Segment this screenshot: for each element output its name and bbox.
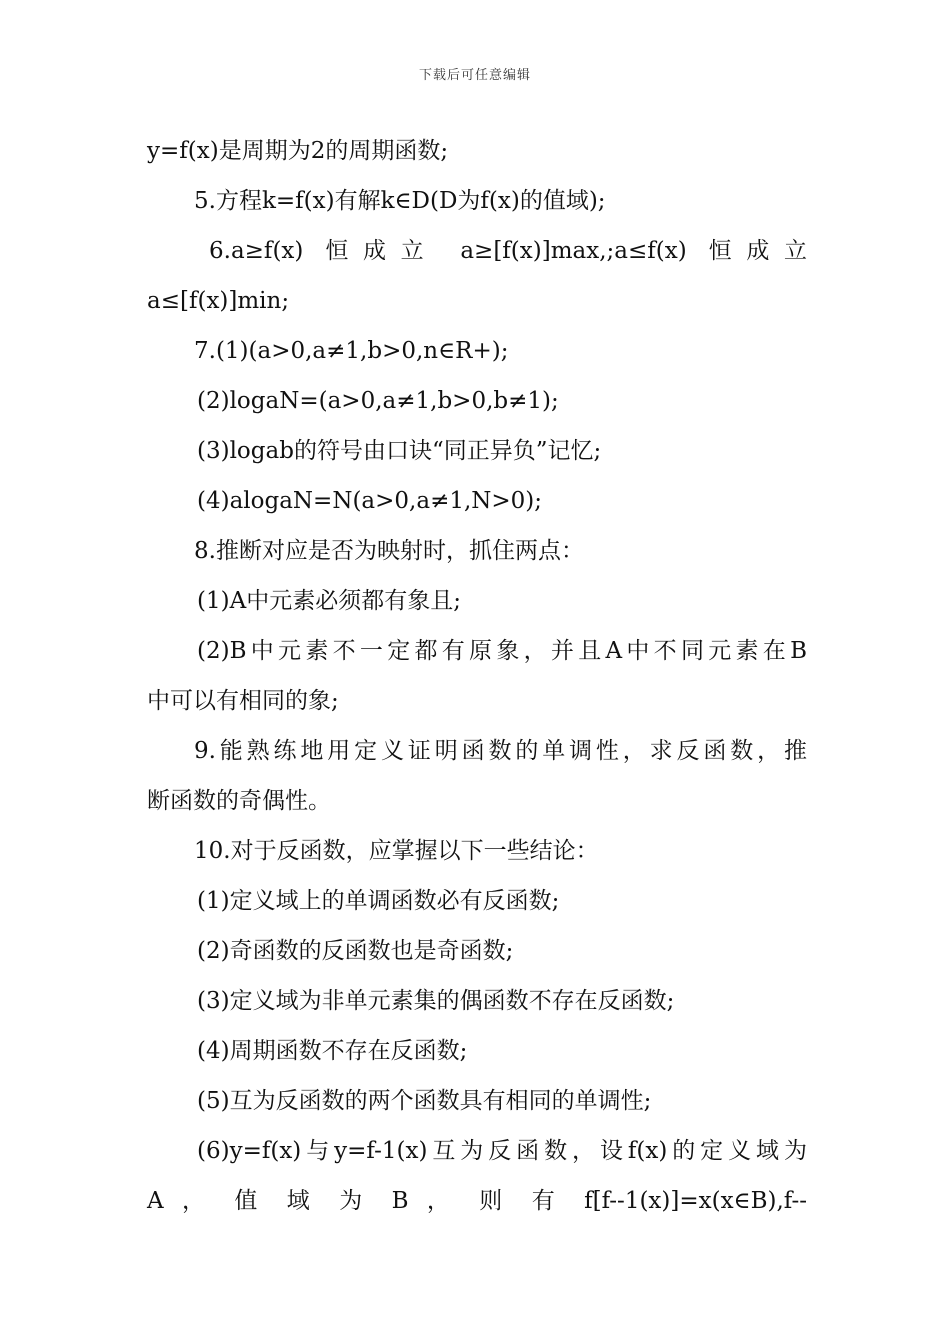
text-line: 10.对于反函数，应掌握以下一些结论：	[194, 838, 599, 864]
text-line: 9.能熟练地用定义证明函数的单调性，求反函数，推	[194, 738, 807, 764]
text-line: 6.a≥f(x) 恒成立 a≥[f(x)]max,;a≤f(x) 恒成立	[209, 238, 807, 264]
text-line: 断函数的奇偶性。	[147, 788, 331, 814]
text-line: A ， 值 域 为 B ， 则 有 f[f--1(x)]=x(x∈B),f--	[147, 1188, 807, 1214]
text-line: (1)定义域上的单调函数必有反函数;	[197, 888, 560, 914]
text-line: 8.推断对应是否为映射时，抓住两点：	[194, 538, 584, 564]
text-line: (2)logaN=(a>0,a≠1,b>0,b≠1);	[197, 388, 559, 414]
text-line: a≤[f(x)]min;	[147, 288, 290, 314]
document-body	[147, 126, 807, 1226]
text-line: (5)互为反函数的两个函数具有相同的单调性;	[197, 1088, 652, 1114]
page-header: 下载后可任意编辑	[418, 68, 531, 83]
text-line: y=f(x)是周期为2的周期函数;	[147, 138, 449, 164]
text-line: 5.方程k=f(x)有解k∈D(D为f(x)的值域);	[194, 188, 606, 214]
text-line: (6)y=f(x)与y=f-1(x)互为反函数，设f(x)的定义域为	[197, 1138, 807, 1164]
text-line: (2)奇函数的反函数也是奇函数;	[197, 938, 514, 964]
text-line: 中可以有相同的象;	[147, 688, 339, 714]
text-line: (4)alogaN=N(a>0,a≠1,N>0);	[197, 488, 543, 514]
text-line: (3)定义域为非单元素集的偶函数不存在反函数;	[197, 988, 675, 1014]
text-line: (1)A中元素必须都有象且;	[197, 588, 461, 614]
text-line: (4)周期函数不存在反函数;	[197, 1038, 468, 1064]
text-line: (2)B中元素不一定都有原象，并且A中不同元素在B	[197, 638, 807, 664]
text-line: (3)logab的符号由口诀“同正异负”记忆;	[197, 438, 602, 464]
text-line: 7.(1)(a>0,a≠1,b>0,n∈R+);	[194, 338, 509, 364]
